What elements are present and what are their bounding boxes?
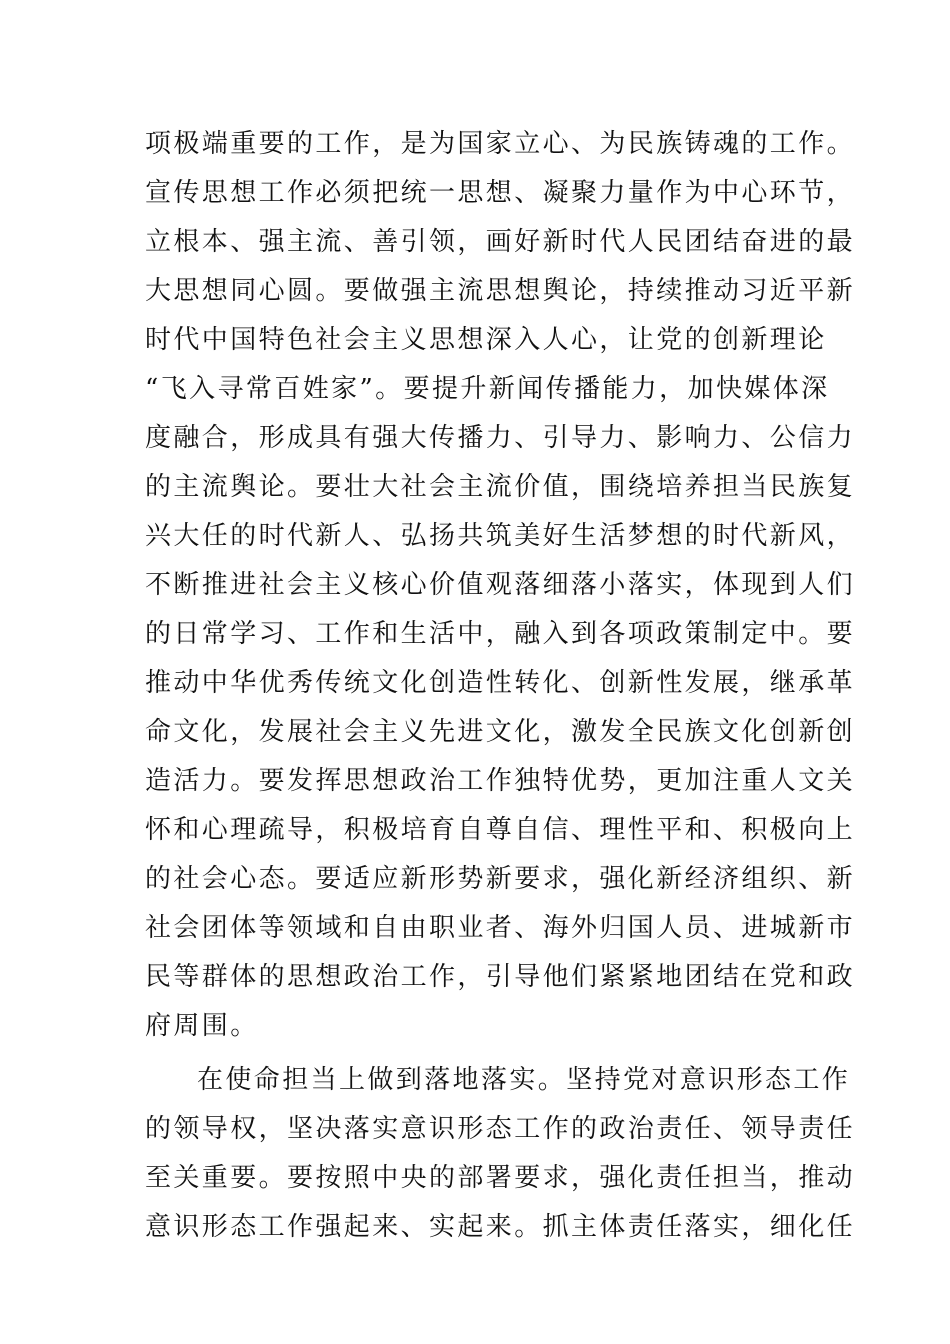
paragraph-line: 大思想同心圆。要做强主流思想舆论，持续推动习近平新	[145, 276, 856, 306]
paragraph-line: 时代中国特色社会主义思想深入人心，让党的创新理论	[145, 325, 827, 355]
paragraph-line: 至关重要。要按照中央的部署要求，强化责任担当，推动	[145, 1163, 856, 1193]
paragraph-1	[145, 120, 856, 1051]
paragraph-line: 推动中华优秀传统文化创造性转化、创新性发展，继承革	[145, 668, 856, 698]
paragraph-line: 的领导权，坚决落实意识形态工作的政治责任、领导责任	[145, 1114, 856, 1144]
paragraph-line: 度融合，形成具有强大传播力、引导力、影响力、公信力	[145, 423, 856, 453]
paragraph-line: 民等群体的思想政治工作，引导他们紧紧地团结在党和政	[145, 962, 856, 992]
paragraph-2	[145, 1056, 856, 1252]
paragraph-line: 兴大任的时代新人、弘扬共筑美好生活梦想的时代新风，	[145, 521, 856, 551]
paragraph-line: 的主流舆论。要壮大社会主流价值，围绕培养担当民族复	[145, 472, 856, 502]
paragraph-line: 项极端重要的工作，是为国家立心、为民族铸魂的工作。	[145, 129, 856, 159]
paragraph-line: 怀和心理疏导，积极培育自尊自信、理性平和、积极向上	[145, 815, 856, 845]
paragraph-line: 立根本、强主流、善引领，画好新时代人民团结奋进的最	[145, 227, 856, 257]
paragraph-line: 在使命担当上做到落地落实。坚持党对意识形态工作	[197, 1065, 851, 1095]
paragraph-line: 意识形态工作强起来、实起来。抓主体责任落实，细化任	[145, 1212, 856, 1242]
paragraph-line: 社会团体等领域和自由职业者、海外归国人员、进城新市	[145, 913, 856, 943]
paragraph-line: 宣传思想工作必须把统一思想、凝聚力量作为中心环节，	[145, 178, 856, 208]
paragraph-line: 府周围。	[145, 1011, 259, 1041]
paragraph-line: “飞入寻常百姓家”。要提升新闻传播能力，加快媒体深	[145, 374, 830, 404]
paragraph-line: 命文化，发展社会主义先进文化，激发全民族文化创新创	[145, 717, 856, 747]
paragraph-line: 不断推进社会主义核心价值观落细落小落实，体现到人们	[145, 570, 856, 600]
document-body	[145, 120, 856, 1252]
paragraph-line: 造活力。要发挥思想政治工作独特优势，更加注重人文关	[145, 766, 856, 796]
paragraph-line: 的日常学习、工作和生活中，融入到各项政策制定中。要	[145, 619, 856, 649]
paragraph-line: 的社会心态。要适应新形势新要求，强化新经济组织、新	[145, 864, 856, 894]
